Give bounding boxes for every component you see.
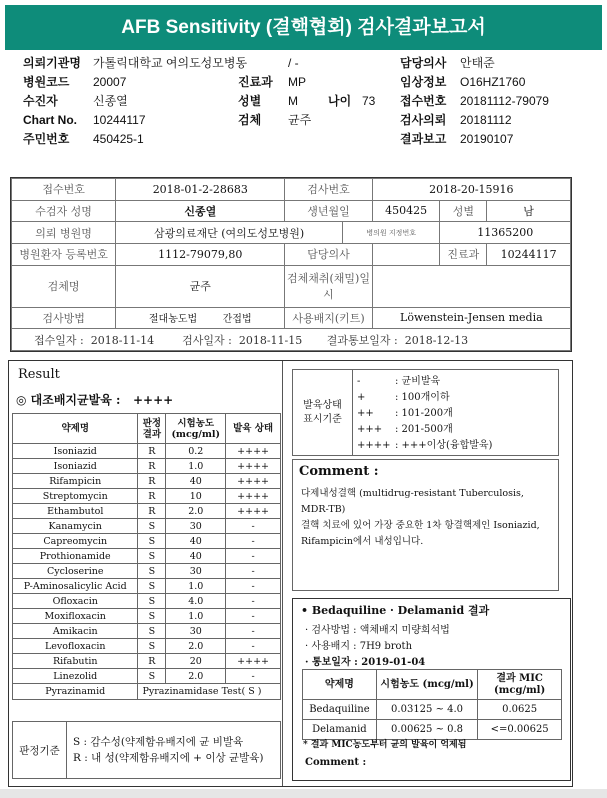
drug-growth-cell: - (226, 564, 281, 579)
sex-value: M (288, 94, 298, 108)
specimen-label: 검체 (238, 113, 262, 127)
drug-conc-cell: 40 (166, 474, 226, 489)
info-label: 주민번호 (23, 132, 70, 146)
drug-drug-cell: Kanamycin (13, 519, 138, 534)
drug-conc-cell: 10 (166, 489, 226, 504)
drug-judge-cell: S (138, 519, 166, 534)
drug-row (13, 654, 281, 669)
age-value: 73 (362, 94, 376, 108)
hosp-code-value: 11365200 (440, 222, 571, 244)
drug-row (13, 609, 281, 624)
info-slash: / - (288, 56, 299, 70)
drug-conc-cell: 40 (166, 534, 226, 549)
beda-method: · 검사방법 : 액체배지 미량희석법 (305, 625, 450, 636)
drug-conc-cell: 2.0 (166, 669, 226, 684)
legend-item: + : 100개이하 (357, 392, 450, 403)
test-no-value: 2018-20-15916 (372, 179, 570, 201)
criteria-line-r: R : 내 성(약제함유배지에 + 이상 균발육) (73, 752, 264, 764)
dob-value: 450425 (372, 200, 440, 222)
drug-row (13, 519, 281, 534)
info-label: 병원코드 (23, 75, 70, 89)
drug-conc-cell: 20 (166, 654, 226, 669)
drug-conc-cell: 30 (166, 519, 226, 534)
judgement-criteria (12, 721, 281, 779)
control-growth-value: ++++ (132, 393, 174, 407)
info-value: 신종열 (93, 94, 128, 108)
medium-value: Löwenstein-Jensen media (372, 307, 570, 329)
criteria-label: 판정기준 (13, 722, 67, 778)
info-value: 20181112-79079 (460, 94, 549, 108)
info-value: 20190107 (460, 132, 514, 146)
collect-label: 검체채취(채밀)일시 (285, 265, 372, 307)
specimen-value: 균주 (116, 265, 285, 307)
date2-value: 2018-11-15 (238, 333, 303, 347)
info-value: 450425-1 (93, 132, 144, 146)
drug-conc-cell: 4.0 (166, 594, 226, 609)
info-value: 20181112 (460, 113, 512, 127)
method-b: 간접법 (222, 314, 252, 326)
pyrazinamid-result: Pyrazinamidase Test( S ) (138, 684, 281, 700)
drug-growth-cell: ++++ (226, 489, 281, 504)
dept-label: 진료과 (238, 75, 273, 89)
dept-value: 10244117 (487, 243, 571, 265)
drug-drug-cell: Isoniazid (13, 459, 138, 474)
drug-growth-cell: - (226, 549, 281, 564)
drug-drug-cell: Rifabutin (13, 654, 138, 669)
control-growth-label: ◎ 대조배지균발육 : (16, 393, 121, 407)
conc-header: 시험농도 (mcg/ml) (166, 414, 226, 444)
legend-item: +++ : 201-500개 (357, 424, 453, 435)
drug-row (13, 489, 281, 504)
reg-value: 1112-79079,80 (116, 243, 285, 265)
drug-conc-cell: 1.0 (166, 459, 226, 474)
drug-judge-cell: S (138, 549, 166, 564)
legend-label-2: 표시기준 (303, 413, 342, 425)
bedaquiline-section (292, 598, 571, 781)
info-label: 담당의사 (400, 56, 447, 70)
drug-growth-cell: - (226, 594, 281, 609)
criteria-line-s: S : 감수성(약제함유배지에 균 비발육 (73, 736, 244, 748)
drug-header: 약제명 (13, 414, 138, 444)
date1-label: 접수일자 : (34, 333, 84, 347)
request-form (10, 177, 572, 352)
dept-label: 진료과 (440, 243, 487, 265)
age-label: 나이 (328, 94, 352, 108)
hospital-label: 의뢰 병원명 (12, 222, 116, 244)
drug-drug-cell: Rifampicin (13, 474, 138, 489)
drug-row (13, 474, 281, 489)
legend-item: - : 균비발육 (357, 376, 441, 387)
patient-value: 신종열 (116, 200, 285, 222)
drug-growth-cell: - (226, 639, 281, 654)
growth-legend (292, 369, 559, 456)
drug-row (13, 549, 281, 564)
mic-drug-header: 약제명 (303, 670, 377, 700)
result-section (8, 360, 573, 787)
receipt-value: 2018-01-2-28683 (116, 179, 285, 201)
report-title: AFB Sensitivity (결핵협회) 검사결과보고서 (5, 5, 602, 50)
drug-growth-cell: - (226, 534, 281, 549)
drug-judge-cell: S (138, 594, 166, 609)
legend-item: ++++ : +++이상(융합발육) (357, 440, 493, 451)
drug-judge-cell: S (138, 564, 166, 579)
drug-growth-cell: - (226, 669, 281, 684)
specimen-label: 검체명 (12, 265, 116, 307)
drug-drug-cell: Ethambutol (13, 504, 138, 519)
reg-label: 병원환자 등록번호 (12, 243, 116, 265)
drug-growth-cell: ++++ (226, 504, 281, 519)
receipt-label: 접수번호 (12, 179, 116, 201)
drug-judge-cell: S (138, 609, 166, 624)
drug-row (13, 579, 281, 594)
info-value: 안태준 (460, 56, 495, 70)
info-label: 검사의뢰 (400, 113, 447, 127)
patient-label: 수검자 성명 (12, 200, 116, 222)
drug-judge-cell: R (138, 474, 166, 489)
drug-judge-cell: R (138, 489, 166, 504)
drug-drug-cell: Cycloserine (13, 564, 138, 579)
drug-growth-cell: - (226, 609, 281, 624)
bottom-bar (0, 789, 607, 798)
comment-line: Rifampicin에서 내성입니다. (301, 536, 424, 547)
drug-drug-cell: Streptomycin (13, 489, 138, 504)
info-value: 20007 (93, 75, 127, 89)
mic-table (302, 669, 562, 740)
legend-label-1: 발육상태 (303, 399, 342, 411)
beda-date-label: · 통보일자 : (305, 657, 358, 668)
info-label: 결과보고 (400, 132, 447, 146)
info-value: O16HZ1760 (460, 75, 526, 89)
dept-value: MP (288, 75, 306, 89)
drug-growth-cell: ++++ (226, 459, 281, 474)
mic-conc-header: 시험농도 (mcg/ml) (376, 670, 477, 700)
drug-conc-cell: 1.0 (166, 579, 226, 594)
collect-value (372, 265, 570, 307)
drug-conc-cell: 2.0 (166, 639, 226, 654)
drug-growth-cell: - (226, 519, 281, 534)
drug-drug-cell: Amikacin (13, 624, 138, 639)
date1-value: 2018-11-14 (90, 333, 155, 347)
beda-date-value: 2019-01-04 (361, 657, 426, 668)
drug-drug-cell: P-Aminosalicylic Acid (13, 579, 138, 594)
comment-line: 다제내성결핵 (multidrug-resistant Tuberculosis, (301, 488, 524, 499)
comment-line: 결핵 치료에 있어 가장 중요한 1차 항결핵제인 Isoniazid, (301, 520, 540, 531)
mic-row: Delamanid 0.00625 ~ 0.8 <=0.00625 (303, 720, 562, 740)
mic-row: Bedaquiline 0.03125 ~ 4.0 0.0625 (303, 700, 562, 720)
doctor-value (372, 243, 440, 265)
drug-conc-cell: 1.0 (166, 609, 226, 624)
method-label: 검사방법 (12, 307, 116, 329)
drug-drug-cell: Ofloxacin (13, 594, 138, 609)
date2-label: 검사일자 : (182, 333, 232, 347)
sex-label: 성별 (440, 200, 487, 222)
mic-result-header: 결과 MIC (mcg/ml) (478, 670, 562, 700)
legend-label (293, 370, 353, 455)
drug-drug-cell: Linezolid (13, 669, 138, 684)
hospital-value: 삼광의료재단 (여의도성모병원) (116, 222, 343, 244)
beda-medium: · 사용배지 : 7H9 broth (305, 641, 413, 652)
sex-value: 남 (487, 200, 571, 222)
drug-conc-cell: 30 (166, 624, 226, 639)
drug-row (13, 669, 281, 684)
specimen-value: 균주 (288, 113, 312, 127)
drug-growth-cell: ++++ (226, 444, 281, 459)
drug-judge-cell: R (138, 504, 166, 519)
comment-box (292, 459, 559, 591)
drug-judge-cell: R (138, 654, 166, 669)
date3-label: 결과통보일자 : (326, 333, 398, 347)
drug-row (13, 444, 281, 459)
drug-conc-cell: 0.2 (166, 444, 226, 459)
drug-judge-cell: S (138, 579, 166, 594)
doctor-label: 담당의사 (285, 243, 372, 265)
drug-drug-cell: Moxifloxacin (13, 609, 138, 624)
info-label: 임상정보 (400, 75, 447, 89)
drug-growth-cell: ++++ (226, 654, 281, 669)
method-values (116, 307, 285, 329)
info-label: 의뢰기관명 (23, 56, 81, 70)
info-column-1 (23, 54, 247, 149)
beda-date (305, 653, 425, 668)
sex-label: 성별 (238, 94, 262, 108)
medium-label: 사용배지(키트) (285, 307, 372, 329)
drug-drug-cell: Levofloxacin (13, 639, 138, 654)
control-growth (16, 391, 173, 408)
drug-judge-cell: S (138, 639, 166, 654)
method-a: 절대농도법 (148, 314, 198, 326)
result-panel (9, 361, 283, 786)
drug-row (13, 534, 281, 549)
dob-label: 생년월일 (285, 200, 372, 222)
drug-judge-cell: S (138, 534, 166, 549)
drug-row (13, 624, 281, 639)
drug-row (13, 594, 281, 609)
pyrazinamid-label: Pyrazinamid (13, 684, 138, 700)
comment-line: MDR-TB) (301, 504, 346, 515)
drug-row (13, 639, 281, 654)
comment-title: Comment : (299, 464, 379, 479)
drug-table (12, 413, 281, 700)
drug-row (13, 459, 281, 474)
drug-growth-cell: - (226, 579, 281, 594)
info-label: Chart No. (23, 113, 77, 127)
info-label: 접수번호 (400, 94, 447, 108)
drug-growth-cell: - (226, 624, 281, 639)
info-label: 수진자 (23, 94, 58, 108)
drug-conc-cell: 30 (166, 564, 226, 579)
drug-conc-cell: 2.0 (166, 504, 226, 519)
drug-judge-cell: S (138, 669, 166, 684)
date3-value: 2018-12-13 (404, 333, 469, 347)
info-value: 가톨릭대학교 여의도성모병동 (93, 56, 248, 70)
drug-growth-cell: ++++ (226, 474, 281, 489)
drug-row (13, 564, 281, 579)
drug-judge-cell: S (138, 624, 166, 639)
drug-row (13, 504, 281, 519)
drug-judge-cell: R (138, 444, 166, 459)
test-no-label: 검사번호 (285, 179, 372, 201)
beda-comment: Comment : (305, 757, 367, 768)
growth-header: 발육 상태 (226, 414, 281, 444)
dates-row (12, 329, 571, 351)
info-column-2 (238, 54, 375, 130)
info-value: 10244117 (93, 113, 146, 127)
mic-note: * 결과 MIC농도부터 균의 발육이 억제됨 (303, 740, 467, 750)
hosp-code-label: 병의원 지정번호 (342, 222, 440, 244)
drug-drug-cell: Prothionamide (13, 549, 138, 564)
bedaquiline-title: • Bedaquiline · Delamanid 결과 (301, 604, 490, 617)
drug-drug-cell: Capreomycin (13, 534, 138, 549)
judge-header: 판정 결과 (138, 414, 166, 444)
info-column-3 (400, 54, 549, 149)
drug-judge-cell: R (138, 459, 166, 474)
drug-drug-cell: Isoniazid (13, 444, 138, 459)
legend-item: ++ : 101-200개 (357, 408, 453, 419)
drug-conc-cell: 40 (166, 549, 226, 564)
result-title: Result (18, 367, 60, 382)
